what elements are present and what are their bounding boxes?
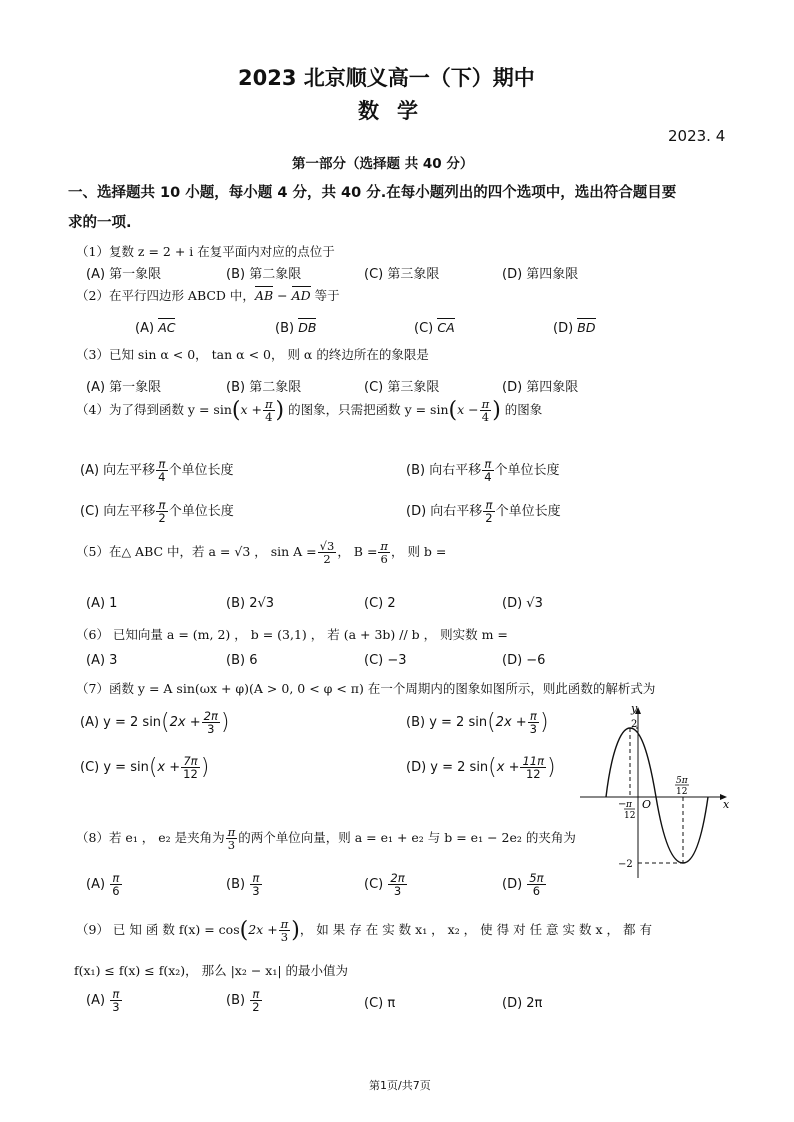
page-footer: 第1页/共7页 <box>369 1079 431 1092</box>
question-8-option-c[interactable]: (C) $\frac{2\pi}{3}$ <box>364 871 405 899</box>
question-1-option-a[interactable]: (A) 第一象限 <box>86 267 162 282</box>
question-5-stem: （5）在△ ABC 中，若 a = √3 ， sin A = $\frac{√3}{2}$ ， B = $\frac{\pi}{6}$ ， 则 b = <box>76 539 447 567</box>
x-left-den: 12 <box>624 811 636 821</box>
question-2-option-a[interactable]: (A) AC <box>135 320 176 336</box>
x-left-sign: − <box>618 799 627 810</box>
question-4-stem: （4）为了得到函数 y = sin(x + $\frac{\pi}{4}$ ) 的图象，只需把函数 y = sin(x − $\frac{\pi}{4}$ ) 的图象 <box>76 397 543 425</box>
question-4-option-a[interactable]: (A) 向左平移 $\frac{\pi}{4}$ 个单位长度 <box>80 457 234 485</box>
question-2-option-d[interactable]: (D) BD <box>553 320 596 336</box>
question-3-option-b[interactable]: (B) 第二象限 <box>226 380 302 395</box>
question-9-option-a[interactable]: (A) $\frac{\pi}{3}$ <box>86 987 120 1015</box>
question-5-option-b[interactable]: (B) 2√3 <box>226 596 275 611</box>
question-2-option-b[interactable]: (B) DB <box>275 320 317 336</box>
question-1-option-b[interactable]: (B) 第二象限 <box>226 267 302 282</box>
question-7-stem: （7）函数 y = A sin(ωx + φ)(A > 0, 0 < φ < π) 在一个周期内的图象如图所示，则此函数的解析式为 <box>76 681 656 696</box>
question-8-option-a[interactable]: (A) $\frac{\pi}{6}$ <box>86 871 120 899</box>
page-title: 2023 北京顺义高一（下）期中 <box>238 66 535 90</box>
question-5-option-d[interactable]: (D) √3 <box>502 596 543 611</box>
sine-curve <box>606 728 708 863</box>
question-9-stem-line2: f(x₁) ≤ f(x) ≤ f(x₂)， 那么 |x₂ − x₁| 的最小值为 <box>74 963 349 978</box>
question-5-option-a[interactable]: (A) 1 <box>86 596 118 611</box>
question-4-option-d[interactable]: (D) 向右平移 $\frac{\pi}{2}$ 个单位长度 <box>406 498 561 526</box>
x-right-num: 5π <box>676 776 688 786</box>
sine-graph-figure <box>575 700 740 885</box>
question-8-stem: （8）若 e₁ ， e₂ 是夹角为 $\frac{\pi}{3}$ 的两个单位向量，则 a = e₁ + e₂ 与 b = e₁ − 2e₂ 的夹角为 <box>76 825 576 853</box>
question-4-option-b[interactable]: (B) 向右平移 $\frac{\pi}{4}$ 个单位长度 <box>406 457 560 485</box>
x-axis-label: x <box>723 798 730 811</box>
question-7-option-b[interactable]: (B) y = 2 sin(2x + $\frac{\pi}{3}$ ) <box>406 709 549 737</box>
question-4-option-c[interactable]: (C) 向左平移 $\frac{\pi}{2}$ 个单位长度 <box>80 498 234 526</box>
part-heading: 第一部分（选择题 共 40 分） <box>292 156 474 172</box>
subject-title: 数学 <box>358 99 436 123</box>
exam-date: 2023. 4 <box>668 127 726 145</box>
question-7-option-d[interactable]: (D) y = 2 sin(x + $\frac{11\pi}{12}$ ) <box>406 754 556 782</box>
question-1-option-d[interactable]: (D) 第四象限 <box>502 267 579 282</box>
question-6-option-a[interactable]: (A) 3 <box>86 653 118 668</box>
question-6-option-c[interactable]: (C) −3 <box>364 653 407 668</box>
question-3-stem: （3）已知 sin α < 0， tan α < 0， 则 α 的终边所在的象限是 <box>76 347 429 362</box>
question-8-option-d[interactable]: (D) $\frac{5\pi}{6}$ <box>502 871 544 899</box>
y-axis-label: y <box>631 702 638 715</box>
question-9-option-d[interactable]: (D) 2π <box>502 996 543 1011</box>
question-6-stem: （6） 已知向量 a = (m, 2) ， b = (3,1) ， 若 (a + 3b) // b ， 则实数 m = <box>76 627 508 642</box>
question-9-option-b[interactable]: (B) $\frac{\pi}{2}$ <box>226 987 260 1015</box>
origin-label: O <box>642 798 652 811</box>
question-7-option-a[interactable]: (A) y = 2 sin(2x + $\frac{2\pi}{3}$ ) <box>80 709 230 737</box>
y-min-label: −2 <box>618 859 633 870</box>
question-1-stem: （1）复数 z = 2 + i 在复平面内对应的点位于 <box>76 244 335 259</box>
question-5-option-c[interactable]: (C) 2 <box>364 596 396 611</box>
question-1-option-c[interactable]: (C) 第三象限 <box>364 267 440 282</box>
question-8-option-b[interactable]: (B) $\frac{\pi}{3}$ <box>226 871 260 899</box>
x-right-den: 12 <box>676 787 688 797</box>
question-6-option-b[interactable]: (B) 6 <box>226 653 258 668</box>
section-instruction-line2: 求的一项. <box>68 215 132 231</box>
section-instruction-line1: 一、选择题共 10 小题，每小题 4 分，共 40 分.在每小题列出的四个选项中，选出符合题目要 <box>68 185 677 201</box>
y-max-label: 2 <box>631 719 638 730</box>
question-2-option-c[interactable]: (C) CA <box>414 320 455 336</box>
question-3-option-d[interactable]: (D) 第四象限 <box>502 380 579 395</box>
question-3-option-a[interactable]: (A) 第一象限 <box>86 380 162 395</box>
question-2-stem: （2）在平行四边形 ABCD 中，AB − AD 等于 <box>76 288 340 303</box>
question-9-stem-line1: （9） 已 知 函 数 f(x) = cos(2x + $\frac{\pi}{3}$ )， 如 果 存 在 实 数 x₁ ， x₂ ， 使 得 对 任 意 实 数 x ， 都 有 <box>76 917 652 945</box>
question-6-option-d[interactable]: (D) −6 <box>502 653 546 668</box>
question-7-option-c[interactable]: (C) y = sin(x + $\frac{7\pi}{12}$ ) <box>80 754 210 782</box>
question-9-option-c[interactable]: (C) π <box>364 996 396 1011</box>
question-3-option-c[interactable]: (C) 第三象限 <box>364 380 440 395</box>
x-left-num: π <box>626 800 632 810</box>
